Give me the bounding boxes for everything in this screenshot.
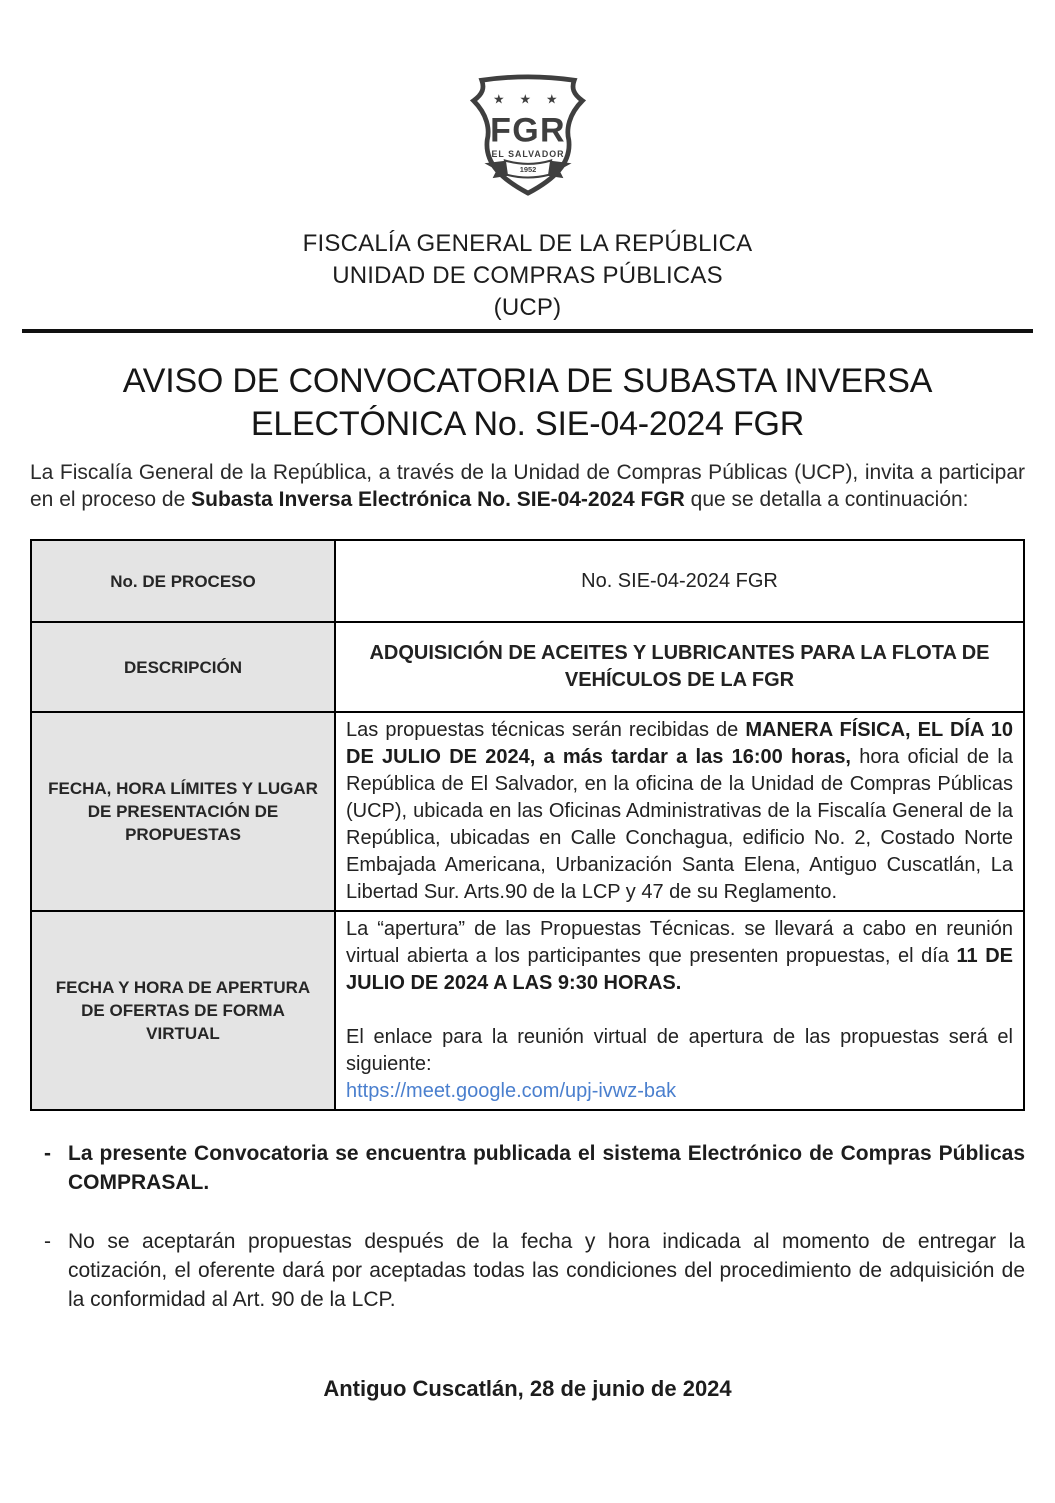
notes-list — [30, 1139, 1025, 1314]
presentacion-paragraph — [346, 717, 1013, 906]
fgr-logo — [30, 0, 1025, 202]
page-title-line2: ELECTÓNICA No. SIE-04-2024 FGR — [250, 405, 805, 443]
intro-text-post: que se detalla a continuación: — [684, 488, 969, 511]
presentacion-text-post: hora oficial de la República de El Salvador, en la oficina de la Unidad de Compras Públicas (UCP), ubicada en las Oficinas Administrativas de la Fiscalía General de la República, ubicadas en Calle Conchagua, edificio No. 2, Costado Norte Embajada Americana, Urbanización Santa Elena, Antiguo Cuscatlán, La Libertad Sur. Arts.90 de la LCP y 47 de su Reglamento. — [346, 746, 1013, 903]
institution-name: FISCALÍA GENERAL DE LA REPÚBLICA — [302, 230, 753, 257]
bullet-dash: - — [44, 1230, 51, 1253]
row-value-descripcion: ADQUISICIÓN DE ACEITES Y LUBRICANTES PARA LA FLOTA DE VEHÍCULOS DE LA FGR — [335, 622, 1024, 712]
apertura-paragraph — [346, 916, 1013, 997]
row-header-presentacion: FECHA, HORA LÍMITES Y LUGAR DE PRESENTACIÓN DE PROPUESTAS — [31, 712, 335, 911]
note-comprasal: La presente Convocatoria se encuentra publicada el sistema Electrónico de Compras Públicas COMPRASAL. — [68, 1142, 1025, 1194]
institution-unit-acronym: (UCP) — [493, 294, 562, 321]
institution-unit: UNIDAD DE COMPRAS PÚBLICAS — [332, 262, 723, 289]
document-date: Antiguo Cuscatlán, 28 de junio de 2024 — [323, 1376, 732, 1401]
intro-text-bold: Subasta Inversa Electrónica No. SIE-04-2024 FGR — [191, 488, 685, 511]
bullet-dash: - — [44, 1142, 51, 1165]
row-value-presentacion — [335, 712, 1024, 911]
enlace-paragraph — [346, 1024, 1013, 1078]
row-value-proceso: No. SIE-04-2024 FGR — [335, 540, 1024, 622]
page-title-line1: AVISO DE CONVOCATORIA DE SUBASTA INVERSA — [122, 362, 933, 400]
apertura-text-bold: 11 DE JULIO DE 2024 A LAS 9:30 HORAS. — [346, 945, 1013, 994]
logo-stars-icon: ★ ★ ★ — [492, 92, 563, 108]
institution-header — [30, 228, 1025, 324]
apertura-text-pre: La “apertura” de las Propuestas Técnicas. se llevará a cabo en reunión virtual abierta a los participantes que presenten propuestas, el día — [346, 918, 1013, 967]
intro-paragraph — [30, 459, 1025, 513]
row-header-descripcion: DESCRIPCIÓN — [31, 622, 335, 712]
note-no-aceptacion: No se aceptarán propuestas después de la fecha y hora indicada al momento de entregar la cotización, el oferente dará por aceptadas todas las condiciones del procedimiento de adquisición de la conformidad al Art. 90 de la LCP. — [68, 1230, 1025, 1311]
logo-country: EL SALVADOR — [490, 149, 565, 160]
process-details-table — [30, 539, 1025, 1111]
row-header-apertura: FECHA Y HORA DE APERTURA DE OFERTAS DE FORMA VIRTUAL — [31, 911, 335, 1110]
list-item — [30, 1227, 1025, 1314]
row-value-apertura — [335, 911, 1024, 1110]
table-row-descripcion — [31, 622, 1024, 712]
table-row-apertura — [31, 911, 1024, 1110]
intro-text-pre: La Fiscalía General de la República, a través de la Unidad de Compras Públicas (UCP), invita a participar en el proceso de — [30, 461, 1025, 511]
logo-acronym: FGR — [489, 111, 566, 150]
table-row-proceso — [31, 540, 1024, 622]
enlace-text: El enlace para la reunión virtual de apertura de las propuestas será el siguiente: — [346, 1026, 1013, 1075]
header-divider — [22, 329, 1033, 333]
page-title — [30, 360, 1025, 446]
table-row-presentacion — [31, 712, 1024, 911]
presentacion-text-pre: Las propuestas técnicas serán recibidas de — [346, 719, 746, 741]
row-header-proceso: No. DE PROCESO — [31, 540, 335, 622]
fgr-shield-icon — [460, 70, 596, 202]
list-item — [30, 1139, 1025, 1197]
presentacion-text-bold: MANERA FÍSICA, EL DÍA 10 DE JULIO DE 2024, a más tardar a las 16:00 horas, — [346, 719, 1013, 768]
meet-link[interactable]: https://meet.google.com/upj-ivwz-bak — [346, 1080, 677, 1102]
logo-year: 1952 — [519, 165, 536, 175]
